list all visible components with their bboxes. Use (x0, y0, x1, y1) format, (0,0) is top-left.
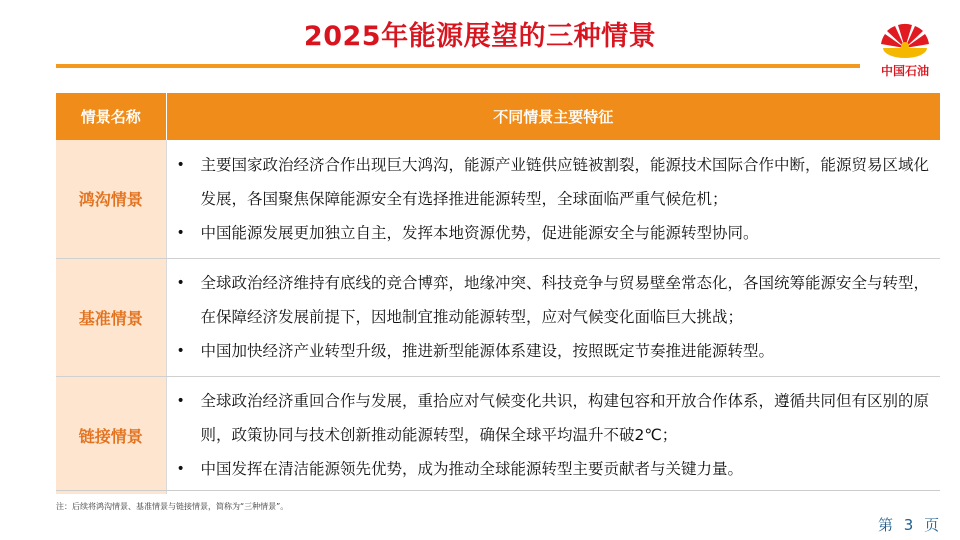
logo-text: 中国石油 (880, 64, 929, 78)
column-header-features: 不同情景主要特征 (166, 93, 940, 140)
table-bottom-rule (56, 490, 940, 491)
scenario-name: 鸿沟情景 (56, 140, 166, 258)
column-header-name: 情景名称 (56, 93, 166, 140)
bullet-icon: • (176, 275, 185, 291)
feature-bullet (171, 452, 941, 486)
scenario-name: 链接情景 (56, 376, 166, 494)
scenario-features (166, 258, 940, 376)
bullet-icon: • (176, 461, 185, 478)
scenario-features (166, 140, 940, 258)
feature-bullet (171, 216, 941, 250)
bullet-icon: • (176, 224, 185, 241)
feature-text: 中国加快经济产业转型升级，推进新型能源体系建设，按照既定节奏推进能源转型。 (200, 342, 775, 360)
feature-text: 中国能源发展更加独立自主，发挥本地资源优势，促进能源安全与能源转型协同。 (200, 223, 759, 242)
table-header-row (56, 93, 940, 140)
bullet-icon: • (176, 393, 185, 410)
feature-bullet (171, 384, 941, 452)
page-number: 第 3 页 (878, 516, 940, 534)
petrochina-logo (873, 14, 937, 82)
feature-text: 主要国家政治经济合作出现巨大鸿沟，能源产业链供应链被割裂，能源技术国际合作中断，能源贸易区域化发展，各国聚焦保障能源安全有选择推进能源转型，全球面临严重气候危机； (200, 155, 930, 208)
title-underline (56, 64, 860, 68)
table-row (56, 140, 940, 258)
scenario-table (56, 93, 940, 494)
feature-text: 中国发挥在清洁能源领先优势，成为推动全球能源转型主要贡献者与关键力量。 (200, 460, 744, 479)
footnote: 注：后续将鸿沟情景、基准情景与链接情景，简称为“三种情景”。 (56, 502, 289, 511)
scenario-features (166, 376, 940, 494)
feature-text: 全球政治经济重回合作与发展，重拾应对气候变化共识，构建包容和开放合作体系，遵循共同但有区别的原则，政策协同与技术创新推动能源转型，确保全球平均温升不破2℃； (200, 392, 930, 445)
bullet-icon: • (176, 156, 185, 173)
table-row (56, 376, 940, 494)
feature-text: 全球政治经济维持有底线的竞合博弈，地缘冲突、科技竞争与贸易壁垒常态化，各国统筹能源安全与转型，在保障经济发展前提下，因地制宜推动能源转型，应对气候变化面临巨大挑战； (200, 274, 930, 326)
scenario-name: 基准情景 (56, 258, 166, 376)
sun-flower-logo-icon (873, 14, 937, 62)
page-title: 2025年能源展望的三种情景 (303, 21, 657, 52)
feature-bullet (171, 148, 941, 216)
feature-bullet (171, 266, 941, 334)
feature-bullet (171, 334, 941, 368)
bullet-icon: • (176, 343, 185, 359)
table-row (56, 258, 940, 376)
